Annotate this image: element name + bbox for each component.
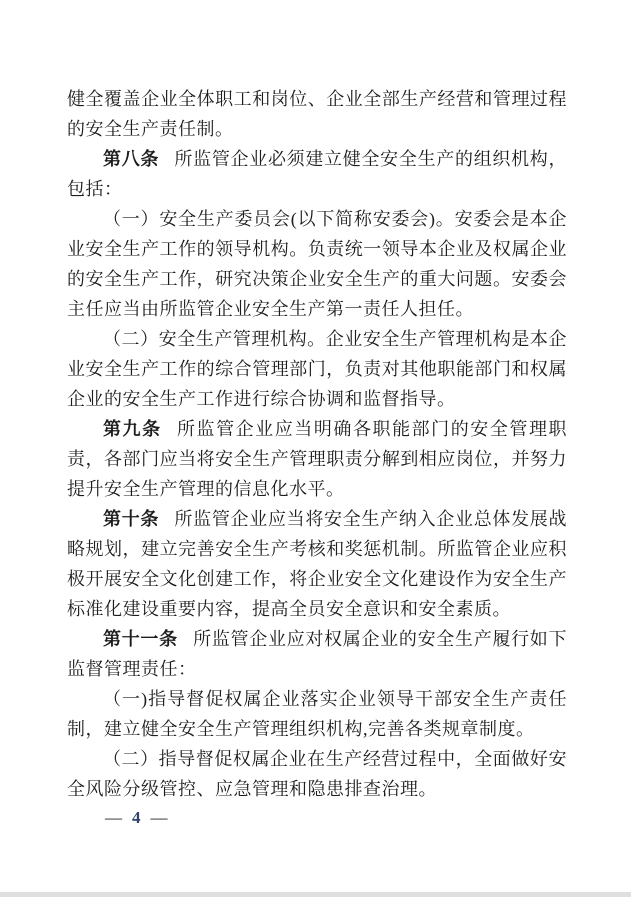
paragraph-text: 所监管企业应当将安全生产纳入企业总体发展战略规划，建立完善安全生产考核和奖惩机制。所监管企业应积极开展安全文化创建工作，将企业安全文化建设作为安全生产标准化建设重要内容，提高全员安全意识和安全素质。	[67, 509, 568, 619]
paragraph-text: 所监管企业必须建立健全安全生产的组织机构，包括：	[67, 149, 568, 199]
article-heading: 第十条	[103, 509, 160, 529]
paragraph-text: （一）安全生产委员会(以下简称安委会)。安委会是本企业安全生产工作的领导机构。负责统一领导本企业及权属企业的安全生产工作，研究决策企业安全生产的重大问题。安委会主任应当由所监管企业安全生产第一责任人担任。	[67, 209, 567, 319]
body-paragraph	[67, 204, 567, 324]
body-paragraph	[67, 504, 567, 624]
bottom-edge-strip	[0, 892, 631, 897]
paragraph-text: 所监管企业应当明确各职能部门的安全管理职责，各部门应当将安全生产管理职责分解到相应岗位，并努力提升安全生产管理的信息化水平。	[67, 419, 568, 499]
page-number-dash-right: —	[150, 808, 168, 827]
body-paragraph	[67, 144, 567, 204]
paragraph-text: （二）安全生产管理机构。企业安全生产管理机构是本企业安全生产工作的综合管理部门，负责对其他职能部门和权属企业的安全生产工作进行综合协调和监督指导。	[67, 329, 567, 409]
page-number	[100, 808, 173, 828]
body-paragraph	[67, 324, 567, 414]
body-paragraph	[67, 624, 567, 684]
page-number-dash-left: —	[105, 808, 122, 827]
article-heading: 第十一条	[103, 629, 178, 649]
body-paragraph	[67, 414, 567, 504]
body-paragraph	[67, 84, 567, 144]
paragraph-text: （二）指导督促权属企业在生产经营过程中，全面做好安全风险分级管控、应急管理和隐患排查治理。	[67, 749, 567, 799]
paragraph-text: 所监管企业应对权属企业的安全生产履行如下监督管理责任：	[67, 629, 568, 679]
paragraph-text: 健全覆盖企业全体职工和岗位、企业全部生产经营和管理过程的安全生产责任制。	[67, 89, 567, 139]
paragraph-text: （一)指导督促权属企业落实企业领导干部安全生产责任制，建立健全安全生产管理组织机构,完善各类规章制度。	[67, 689, 567, 739]
article-heading: 第九条	[103, 419, 162, 439]
document-body	[67, 84, 567, 804]
body-paragraph	[67, 684, 567, 744]
page-number-value: 4	[132, 808, 141, 827]
body-paragraph	[67, 744, 567, 804]
article-heading: 第八条	[103, 149, 160, 169]
